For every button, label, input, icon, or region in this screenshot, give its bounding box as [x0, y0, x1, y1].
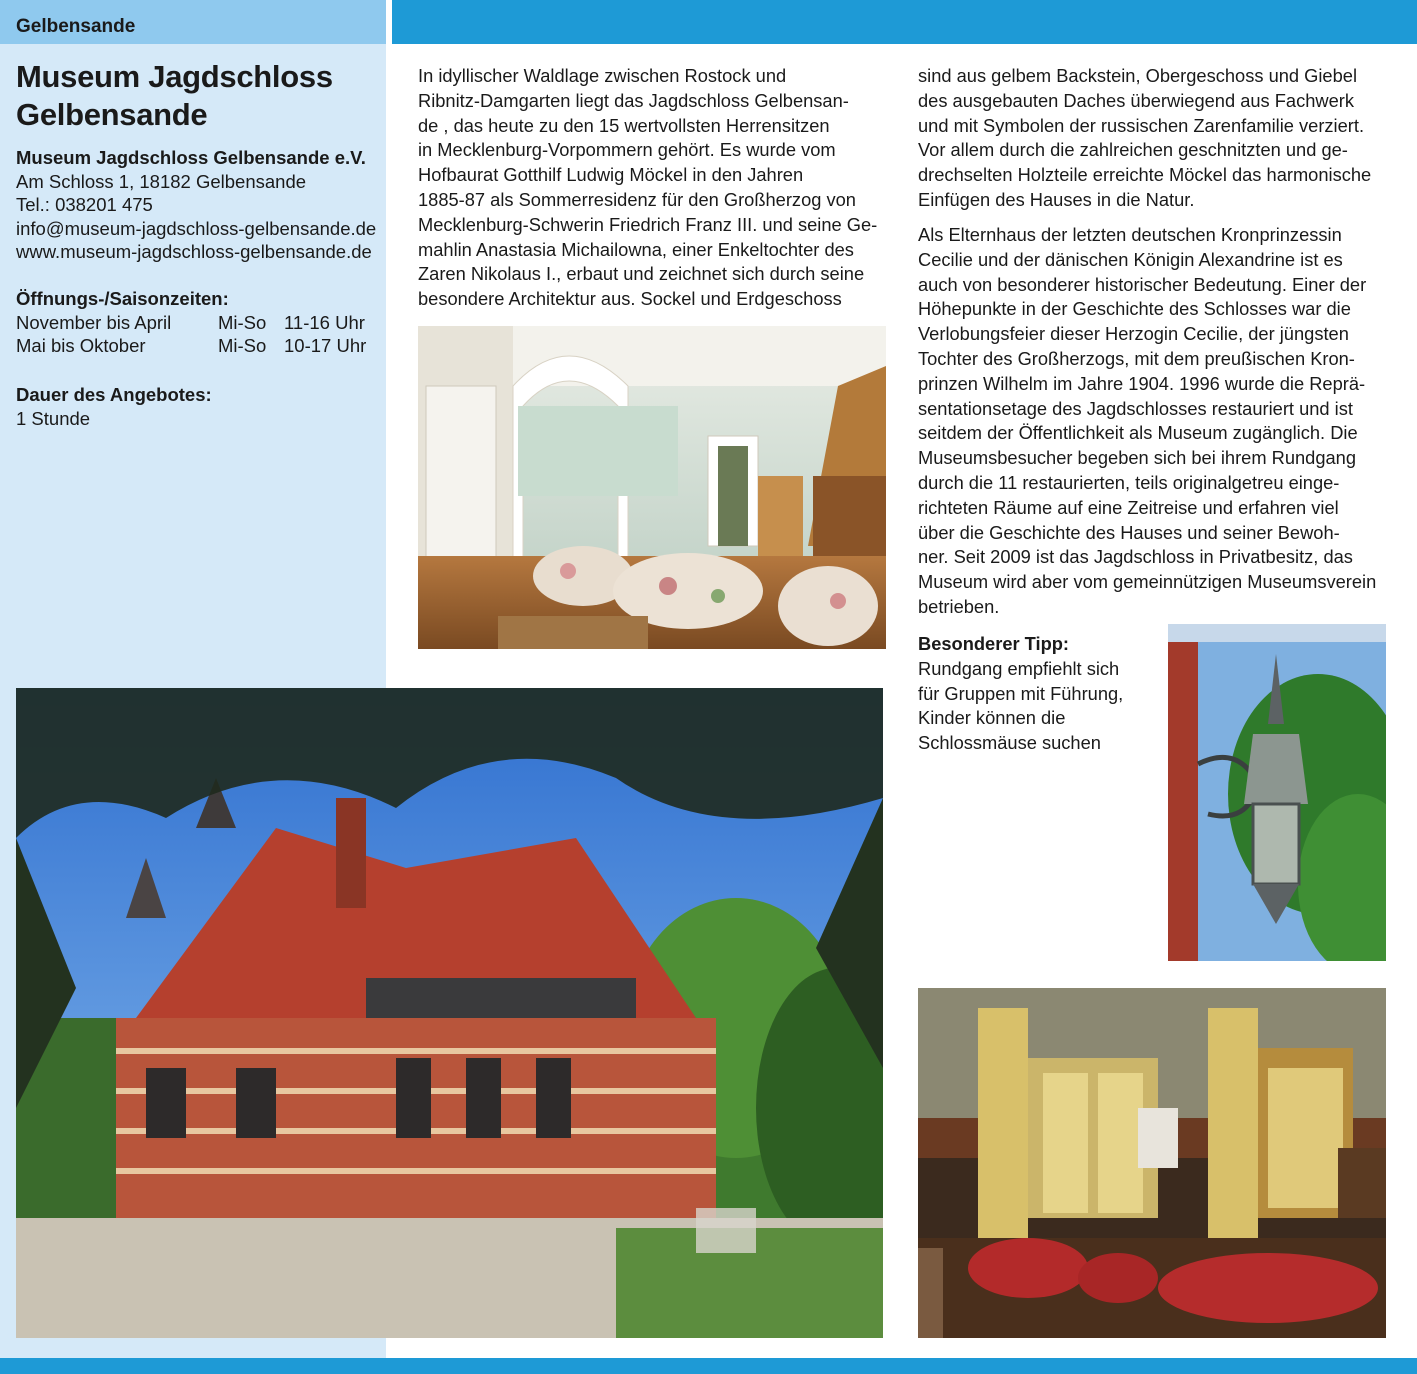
text-line: Ribnitz-Damgarten liegt das Jagdschloss Gelbensan-	[418, 89, 849, 111]
contact-block	[16, 146, 376, 264]
text-line: durch die 11 restaurierten, teils originalgetreu einge-	[918, 471, 1340, 493]
article-column-1	[418, 64, 877, 312]
text-line: Tochter des Großherzogs, mit dem preußischen Kron-	[918, 347, 1355, 369]
hours-season: Mai bis Oktober	[16, 335, 146, 356]
article-column-2-para-2	[918, 223, 1376, 620]
text-line: Verlobungsfeier dieser Herzogin Cecilie, der jüngsten	[918, 323, 1349, 345]
text-line: Schlossmäuse suchen	[918, 732, 1101, 754]
text-line: Museum wird aber vom gemeinnützigen Museumsverein	[918, 571, 1377, 593]
text-line: über die Geschichte des Hauses und seiner Bewoh-	[918, 521, 1340, 543]
page-title	[16, 58, 376, 134]
text-line: In idyllischer Waldlage zwischen Rostock und	[418, 65, 787, 86]
text-line: auch von besonderer historischer Bedeutung. Einer der	[918, 273, 1367, 295]
hours-time: 11-16 Uhr	[284, 311, 365, 333]
hours-days: Mi-So	[218, 335, 267, 356]
castle-exterior-photo	[16, 688, 883, 1338]
org-name: Museum Jagdschloss Gelbensande e.V.	[16, 147, 366, 168]
website-link[interactable]: www.museum-jagdschloss-gelbensande.de	[16, 241, 372, 262]
hours-season: November bis April	[16, 311, 172, 333]
text-line: ner. Seit 2009 ist das Jagdschloss in Privatbesitz, das	[918, 546, 1353, 568]
text-line: in Mecklenburg-Vorpommern gehört. Es wurde vom	[418, 139, 836, 161]
text-line: Einfügen des Hauses in die Natur.	[918, 188, 1195, 210]
hours-row	[16, 334, 376, 358]
text-line: mahlin Anastasia Michailowna, einer Enkeltochter des	[418, 238, 854, 260]
text-line: sind aus gelbem Backstein, Obergeschoss und Giebel	[918, 65, 1357, 86]
tip-block	[918, 632, 1123, 756]
text-line: 1885-87 als Sommerresidenz für den Großherzog von	[418, 188, 856, 210]
text-line: Zaren Nikolaus I., erbaut und zeichnet sich durch seine	[418, 263, 865, 285]
text-line: prinzen Wilhelm im Jahre 1904. 1996 wurde die Reprä-	[918, 372, 1366, 394]
text-line: de , das heute zu den 15 wertvollsten Herrensitzen	[418, 114, 830, 136]
header-bar-right	[392, 0, 1417, 44]
title-line: Museum Jagdschloss	[16, 59, 333, 94]
phone: Tel.: 038201 475	[16, 194, 153, 215]
text-line: für Gruppen mit Führung,	[918, 682, 1124, 704]
text-line: Museumsbesucher begeben sich bei ihrem Rundgang	[918, 447, 1357, 469]
text-line: sentationsetage des Jagdschlosses restauriert und ist	[918, 397, 1353, 419]
text-line: des ausgebauten Daches überwiegend aus Fachwerk	[918, 89, 1354, 111]
duration-block	[16, 383, 212, 430]
hours-days: Mi-So	[218, 311, 267, 333]
text-line: Kinder können die	[918, 707, 1066, 729]
text-line: Höhepunkte in der Geschichte des Schlosses war die	[918, 298, 1351, 320]
text-line: seitdem der Öffentlichkeit als Museum zugänglich. Die	[918, 422, 1358, 444]
section-label: Gelbensande	[16, 16, 136, 37]
text-line: Rundgang empfiehlt sich	[918, 657, 1120, 679]
hours-row	[16, 311, 376, 335]
text-line: und mit Symbolen der russischen Zarenfamilie verziert.	[918, 114, 1365, 136]
address: Am Schloss 1, 18182 Gelbensande	[16, 170, 307, 192]
hours-heading: Öffnungs-/Saisonzeiten:	[16, 288, 229, 309]
text-line: Cecilie und der dänischen Königin Alexandrine ist es	[918, 248, 1343, 270]
text-line: richteten Räume auf eine Zeitreise und erfahren viel	[918, 496, 1339, 518]
lantern-photo	[1168, 624, 1386, 961]
footer-bar	[0, 1358, 1417, 1374]
tip-heading: Besonderer Tipp:	[918, 633, 1070, 654]
text-line: Vor allem durch die zahlreichen geschnitzten und ge-	[918, 139, 1348, 161]
hours-time: 10-17 Uhr	[284, 335, 367, 356]
duration-value: 1 Stunde	[16, 407, 91, 429]
text-line: Mecklenburg-Schwerin Friedrich Franz III. und seine Ge-	[418, 213, 878, 235]
text-line: Als Elternhaus der letzten deutschen Kronprinzessin	[918, 224, 1342, 245]
email-link[interactable]: info@museum-jagdschloss-gelbensande.de	[16, 217, 377, 239]
text-line: besondere Architektur aus. Sockel und Erdgeschoss	[418, 288, 842, 310]
title-line: Gelbensande	[16, 97, 208, 132]
duration-heading: Dauer des Angebotes:	[16, 384, 212, 405]
text-line: drechselten Holzteile erreichte Möckel das harmonische	[918, 164, 1372, 186]
opening-hours	[16, 287, 376, 358]
text-line: betrieben.	[918, 595, 1000, 617]
salon-photo	[418, 326, 886, 649]
article-column-2-para-1	[918, 64, 1371, 213]
text-line: Hofbaurat Gotthilf Ludwig Möckel in den Jahren	[418, 164, 804, 186]
interior-room-photo	[918, 988, 1386, 1338]
